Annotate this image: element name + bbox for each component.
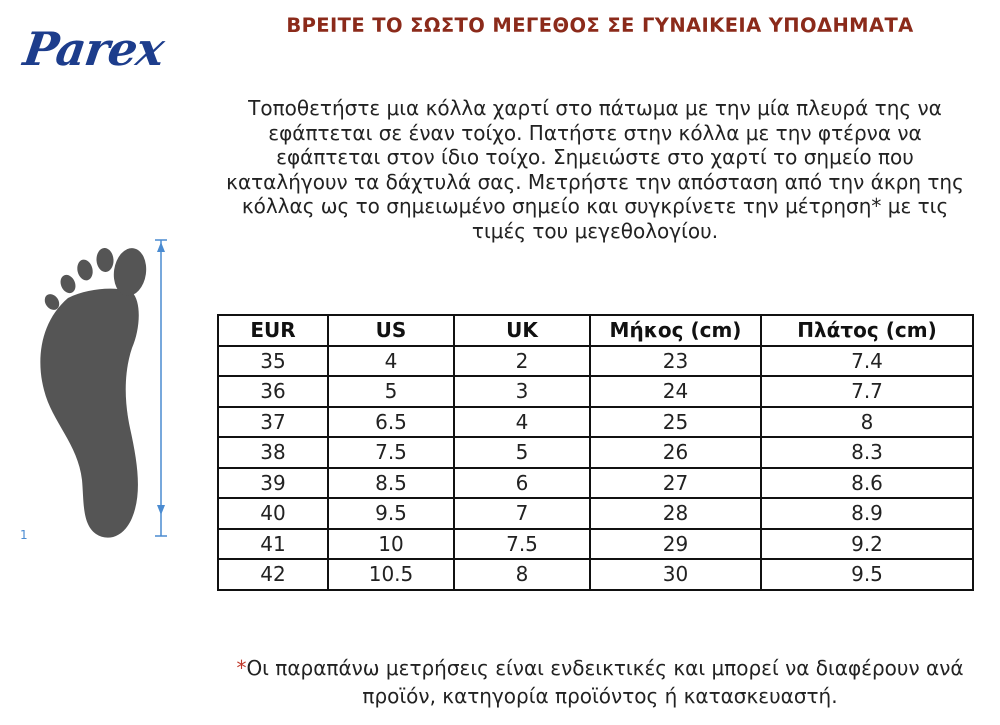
cell-us: 7.5	[328, 437, 454, 468]
cell-us: 4	[328, 346, 454, 377]
cell-eur: 36	[218, 376, 328, 407]
disclaimer-note	[200, 654, 1000, 710]
cell-uk: 2	[454, 346, 590, 377]
cell-uk: 6	[454, 468, 590, 499]
measure-arrow-icon	[155, 240, 167, 536]
header-us: US	[328, 315, 454, 346]
cell-us: 9.5	[328, 498, 454, 529]
cell-width: 8.3	[761, 437, 973, 468]
cell-eur: 35	[218, 346, 328, 377]
cell-eur: 38	[218, 437, 328, 468]
cell-eur: 41	[218, 529, 328, 560]
header-eur: EUR	[218, 315, 328, 346]
table-row	[218, 407, 973, 438]
cell-length: 24	[590, 376, 761, 407]
table-row	[218, 529, 973, 560]
cell-width: 8.9	[761, 498, 973, 529]
cell-width: 9.2	[761, 529, 973, 560]
cell-length: 23	[590, 346, 761, 377]
asterisk-mark: *	[236, 656, 247, 680]
cell-uk: 5	[454, 437, 590, 468]
cell-length: 27	[590, 468, 761, 499]
table-header-row	[218, 315, 973, 346]
foot-silhouette-icon	[40, 246, 149, 538]
cell-us: 10.5	[328, 559, 454, 590]
brand-logo: Parex	[20, 22, 167, 76]
table-row	[218, 559, 973, 590]
cell-length: 26	[590, 437, 761, 468]
cell-uk: 7	[454, 498, 590, 529]
cell-width: 8.6	[761, 468, 973, 499]
disclaimer-text: Οι παραπάνω μετρήσεις είναι ενδεικτικές και μπορεί να διαφέρουν ανά προϊόν, κατηγορία προϊόντος ή κατασκευαστή.	[246, 656, 964, 708]
table-row	[218, 376, 973, 407]
cell-eur: 42	[218, 559, 328, 590]
cell-length: 30	[590, 559, 761, 590]
cell-width: 8	[761, 407, 973, 438]
cell-eur: 39	[218, 468, 328, 499]
cell-us: 5	[328, 376, 454, 407]
instructions-text: Τοποθετήστε μια κόλλα χαρτί στο πάτωμα με την μία πλευρά της να εφάπτεται σε έναν τοίχο. Πατήστε στην κόλλα με την φτέρνα να εφάπτεται στον ίδιο τοίχο. Σημειώστε στο χαρτί το σημείο που καταλήγουν τα δάχτυλά σας. Μετρήστε την απόσταση από την άκρη της κόλλας ως το σημειωμένο σημείο και συγκρίνετε την μέτρηση* με τις τιμές του μεγεθολογίου.	[226, 96, 964, 243]
cell-width: 7.4	[761, 346, 973, 377]
cell-us: 6.5	[328, 407, 454, 438]
measure-label: 1	[20, 528, 28, 542]
header-uk: UK	[454, 315, 590, 346]
cell-uk: 8	[454, 559, 590, 590]
cell-length: 29	[590, 529, 761, 560]
cell-eur: 40	[218, 498, 328, 529]
size-chart-table	[217, 314, 974, 591]
cell-uk: 7.5	[454, 529, 590, 560]
cell-us: 10	[328, 529, 454, 560]
cell-uk: 4	[454, 407, 590, 438]
table-row	[218, 468, 973, 499]
cell-us: 8.5	[328, 468, 454, 499]
table-row	[218, 498, 973, 529]
table-row	[218, 346, 973, 377]
cell-uk: 3	[454, 376, 590, 407]
cell-length: 28	[590, 498, 761, 529]
foot-illustration	[18, 232, 178, 552]
cell-length: 25	[590, 407, 761, 438]
page-title: ΒΡΕΙΤΕ ΤΟ ΣΩΣΤΟ ΜΕΓΕΘΟΣ ΣΕ ΓΥΝΑΙΚΕΙΑ ΥΠΟΔΗΜΑΤΑ	[286, 14, 914, 37]
header-width: Πλάτος (cm)	[761, 315, 973, 346]
cell-width: 7.7	[761, 376, 973, 407]
table-row	[218, 437, 973, 468]
cell-width: 9.5	[761, 559, 973, 590]
header-length: Μήκος (cm)	[590, 315, 761, 346]
cell-eur: 37	[218, 407, 328, 438]
